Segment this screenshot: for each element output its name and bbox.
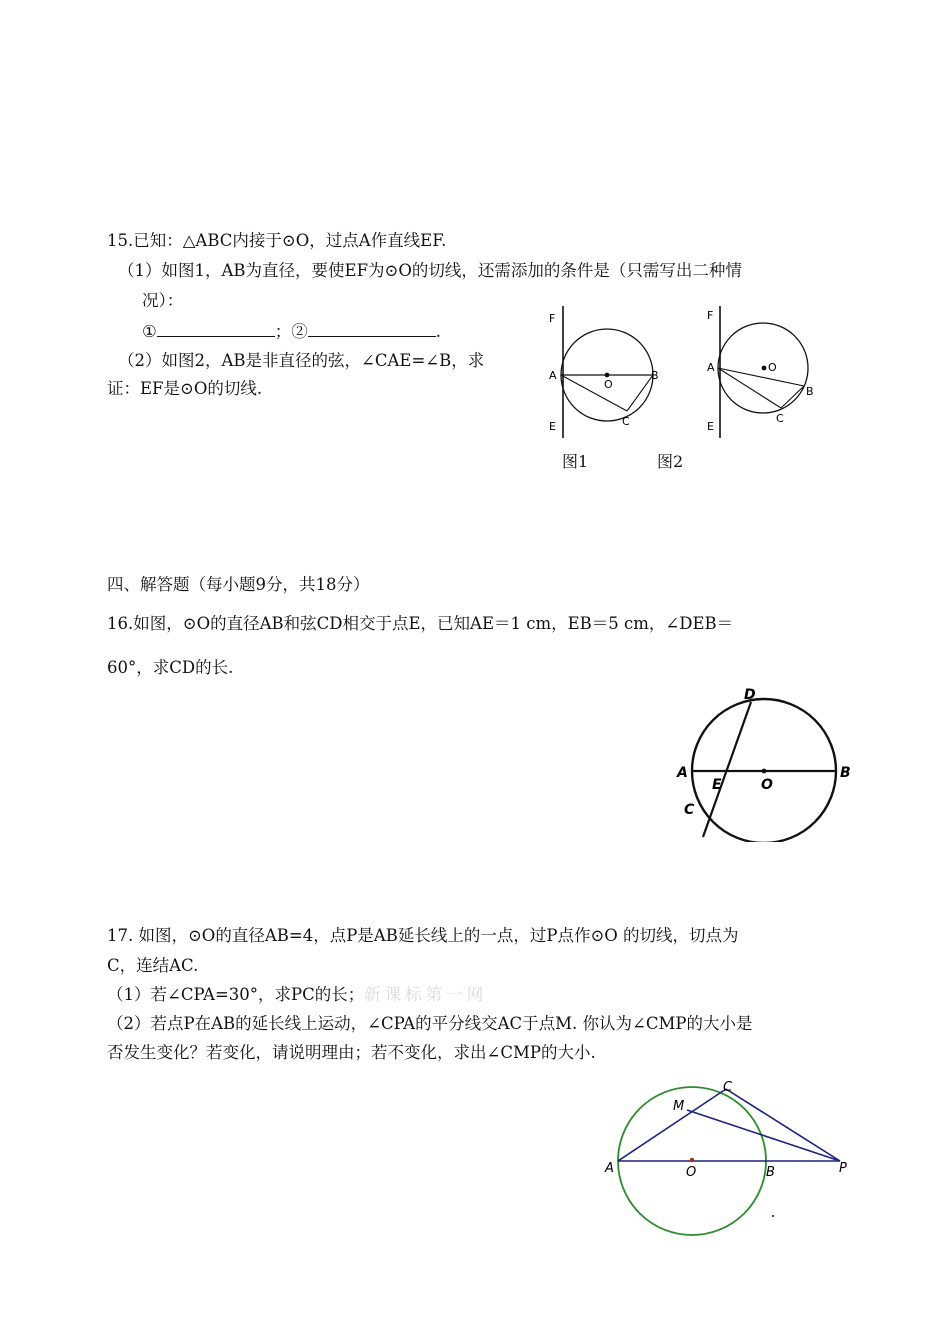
- q16-figure: [670, 682, 860, 842]
- q16-label-E: E: [712, 777, 722, 793]
- q15-answer-blanks: [142, 320, 441, 343]
- fig2-label-F: F: [707, 309, 714, 322]
- q16-label-O: O: [761, 777, 773, 793]
- q17-part2-line1: （2）若点P在AB的延长线上运动，∠CPA的平分线交AC于点M. 你认为∠CMP的大小是: [107, 1014, 753, 1033]
- fig2-label-O: O: [768, 361, 777, 374]
- q17-label-O: O: [686, 1165, 697, 1180]
- q17-part2-line2: 否发生变化？若变化，请说明理由；若不变化，求出∠CMP的大小.: [107, 1043, 596, 1062]
- q17-label-B: B: [766, 1165, 775, 1180]
- blanks-end-mark: .: [435, 322, 442, 341]
- fig1-label-A: A: [549, 369, 557, 382]
- section-heading: 四、解答题（每小题9分，共18分）: [107, 575, 370, 594]
- fig2-label-A: A: [707, 361, 715, 374]
- q15-part2-line1: （2）如图2，AB是非直径的弦，∠CAE=∠B，求: [118, 351, 485, 370]
- q17-label-A: A: [605, 1161, 614, 1176]
- q17-label-C: C: [723, 1080, 733, 1095]
- answer-blank-1[interactable]: [157, 320, 275, 337]
- q16-stem-line2: 60°，求CD的长.: [107, 658, 234, 677]
- fig1-label-C: C: [622, 415, 630, 428]
- q17-stem-line2: C，连结AC.: [107, 956, 199, 975]
- fig2-caption: 图2: [657, 452, 684, 471]
- q17-part1: [107, 984, 487, 1006]
- q17-figure: [600, 1075, 860, 1265]
- fig2-label-E: E: [707, 420, 714, 433]
- q16-label-B: B: [840, 765, 851, 781]
- fig1-caption: 图1: [562, 452, 589, 471]
- fig1-label-F: F: [549, 312, 556, 325]
- q15-part1-line1: （1）如图1，AB为直径，要使EF为⊙O的切线，还需添加的条件是（只需写出二种情: [118, 261, 742, 280]
- answer-blank-2[interactable]: [308, 320, 436, 337]
- q16-label-D: D: [744, 687, 756, 703]
- q15-part2-line2: 证：EF是⊙O的切线.: [107, 379, 263, 398]
- fig1-label-B: B: [651, 369, 659, 382]
- watermark: 新课标第一网: [364, 985, 488, 1004]
- blank1-mark: ①: [142, 322, 157, 341]
- q16-label-A: A: [677, 765, 688, 781]
- fig1-label-O: O: [604, 378, 613, 391]
- q16-label-C: C: [684, 802, 695, 818]
- q15-figure-2: [700, 300, 830, 445]
- q15-figure-1: [535, 300, 675, 445]
- blank2-mark: ②: [291, 322, 308, 341]
- q17-label-M: M: [673, 1099, 685, 1114]
- blank-separator: ；: [274, 322, 292, 341]
- q15-part1-line2: 况）：: [142, 291, 184, 310]
- q17-stem-line1: 17. 如图，⊙O的直径AB=4，点P是AB延长线上的一点，过P点作⊙O 的切线，切点为: [107, 926, 739, 945]
- fig1-label-E: E: [549, 420, 556, 433]
- q17-label-P: P: [839, 1161, 847, 1176]
- q16-stem-line1: 16.如图，⊙O的直径AB和弦CD相交于点E，已知AE＝1 cm，EB＝5 cm，∠DEB＝: [107, 614, 734, 633]
- fig2-label-B: B: [806, 385, 814, 398]
- q15-stem: 15.已知：△ABC内接于⊙O，过点A作直线EF.: [107, 231, 447, 250]
- q17-part1-text: （1）若∠CPA=30°，求PC的长；: [107, 985, 365, 1004]
- fig2-label-C: C: [776, 412, 784, 425]
